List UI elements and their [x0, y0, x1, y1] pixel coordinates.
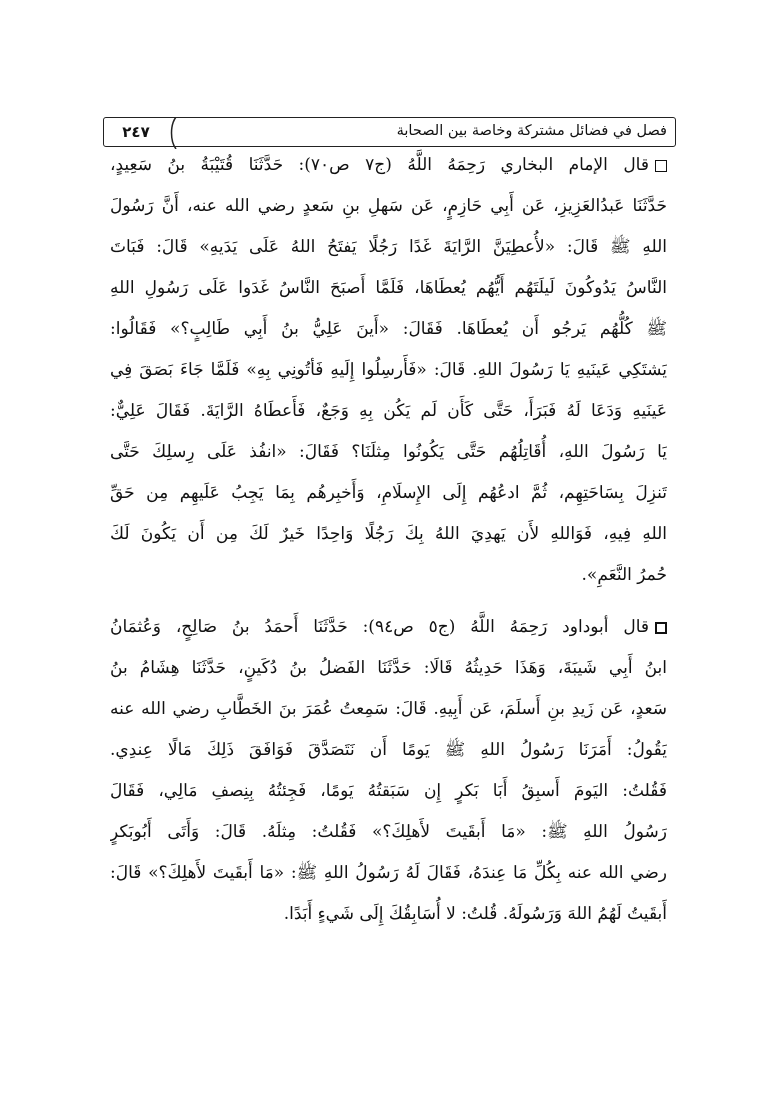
text-line: تَنزِلَ بِسَاحَتِهِم، ثُمَّ ادعُهُم إِلَى الإِسلَامِ، وَأَخبِرهُم بِمَا يَجِبُ عَلَيهِم مِن حَقِّ: [110, 483, 667, 503]
text-line: يَا رَسُولَ اللهِ، أُقَاتِلُهُم حَتَّى يَكُونُوا مِثلَنَا؟ فَقَالَ: «انفُذ عَلَى رِسلِكَ حَتَّى: [110, 442, 667, 462]
text-line: حُمرُ النَّعَمِ».: [581, 565, 667, 585]
text-line: اللهِ فِيهِ، فَوَاللهِ لأَن يَهدِيَ اللهُ بِكَ رَجُلًا وَاحِدًا خَيرٌ لَكَ مِن أَن يَكُونَ لَكَ: [110, 524, 667, 544]
text-line: اللهِ ﷺ قَالَ: «لأُعطِيَنَّ الرَّايَةَ غَدًا رَجُلًا يَفتَحُ اللهُ عَلَى يَدَيهِ» قَالَ: فَبَاتَ: [110, 237, 667, 257]
text-line: ﷺ كُلُّهُم يَرجُو أَن يُعطَاهَا. فَقَالَ: «أَينَ عَلِيُّ بنُ أَبِي طَالِبٍ؟» فَقَالُوا:: [110, 319, 667, 339]
text-line: قال أبوداود رَحِمَهُ اللَّهُ (ج٥ ص٩٤): حَدَّثَنَا أَحمَدُ بنُ صَالِحٍ، وَعُثمَانُ: [110, 607, 667, 647]
text-line: النَّاسُ يَدُوكُونَ لَيلَتَهُم أَيُّهُم يُعطَاهَا، فَلَمَّا أَصبَحَ النَّاسُ غَدَوا عَلَى رَسُولِ اللهِ: [110, 278, 667, 298]
text-line: يَقُولُ: أَمَرَنَا رَسُولُ اللهِ ﷺ يَومًا أَن نَتَصَدَّقَ فَوَافَقَ ذَلِكَ مَالًا عِندِي.: [110, 740, 667, 760]
page-number: ٢٤٧: [122, 123, 150, 141]
text-line: قال الإمام البخاري رَحِمَهُ اللَّهُ (ج٧ ص٧٠): حَدَّثَنَا قُتَيْبَةُ بنُ سَعِيدٍ،: [110, 145, 667, 185]
text-line: رضي الله عنه بِكُلِّ مَا عِندَهُ، فَقَالَ لَهُ رَسُولُ اللهِ ﷺ: «مَا أَبقَيتَ لأَهلِكَ؟» قَالَ:: [110, 863, 667, 883]
text-line: ابنُ أَبِي شَيبَةَ، وَهَذَا حَدِيثُهُ قَالَا: حَدَّثَنَا الفَضلُ بنُ دُكَينٍ، حَدَّثَنَا هِشَامُ بنُ: [110, 658, 667, 678]
bold-square-icon: [655, 622, 667, 634]
text-line: سَعدٍ، عَن زَيدِ بنِ أَسلَمَ، عَن أَبِيهِ. قَالَ: سَمِعتُ عُمَرَ بنَ الخَطَّابِ رضي الله عنه: [110, 699, 667, 719]
text-line: فَقُلتُ: اليَومَ أَسبِقُ أَبَا بَكرٍ إِن سَبَقتُهُ يَومًا، فَجِئتُهُ بِنِصفِ مَالِي، فَقَالَ: [110, 781, 667, 801]
chapter-title: فصل في فضائل مشتركة وخاصة بين الصحابة: [396, 123, 667, 139]
text-line: رَسُولُ اللهِ ﷺ: «مَا أَبقَيتَ لأَهلِكَ؟» فَقُلتُ: مِثلَهُ. قَالَ: وَأَتَى أَبُوبَكرٍ: [110, 822, 667, 842]
text-line: حَدَّثَنَا عَبدُالعَزِيزِ، عَن أَبِي حَازِمٍ، عَن سَهلِ بنِ سَعدٍ رضي الله عنه، أَنَّ رَسُولَ: [110, 196, 667, 216]
text-line: يَشتَكِي عَينَيهِ يَا رَسُولَ اللهِ. قَالَ: «فَأَرسِلُوا إِلَيهِ فَأتُونِي بِهِ» فَلَمَّا جَاءَ بَصَقَ فِي: [110, 360, 667, 380]
text-line: أَبقَيتُ لَهُمُ اللهَ وَرَسُولَهُ. قُلتُ: لا أُسَابِقُكَ إِلَى شَيءٍ أَبَدًا.: [283, 904, 667, 924]
hollow-square-icon: [655, 160, 667, 172]
running-header: [103, 117, 676, 147]
text-line: عَينَيهِ وَدَعَا لَهُ فَبَرَأَ، حَتَّى كَأَن لَم يَكُن بِهِ وَجَعٌ، فَأَعطَاهُ الرَّايَةَ. فَقَالَ عَلِيٌّ:: [110, 401, 667, 421]
